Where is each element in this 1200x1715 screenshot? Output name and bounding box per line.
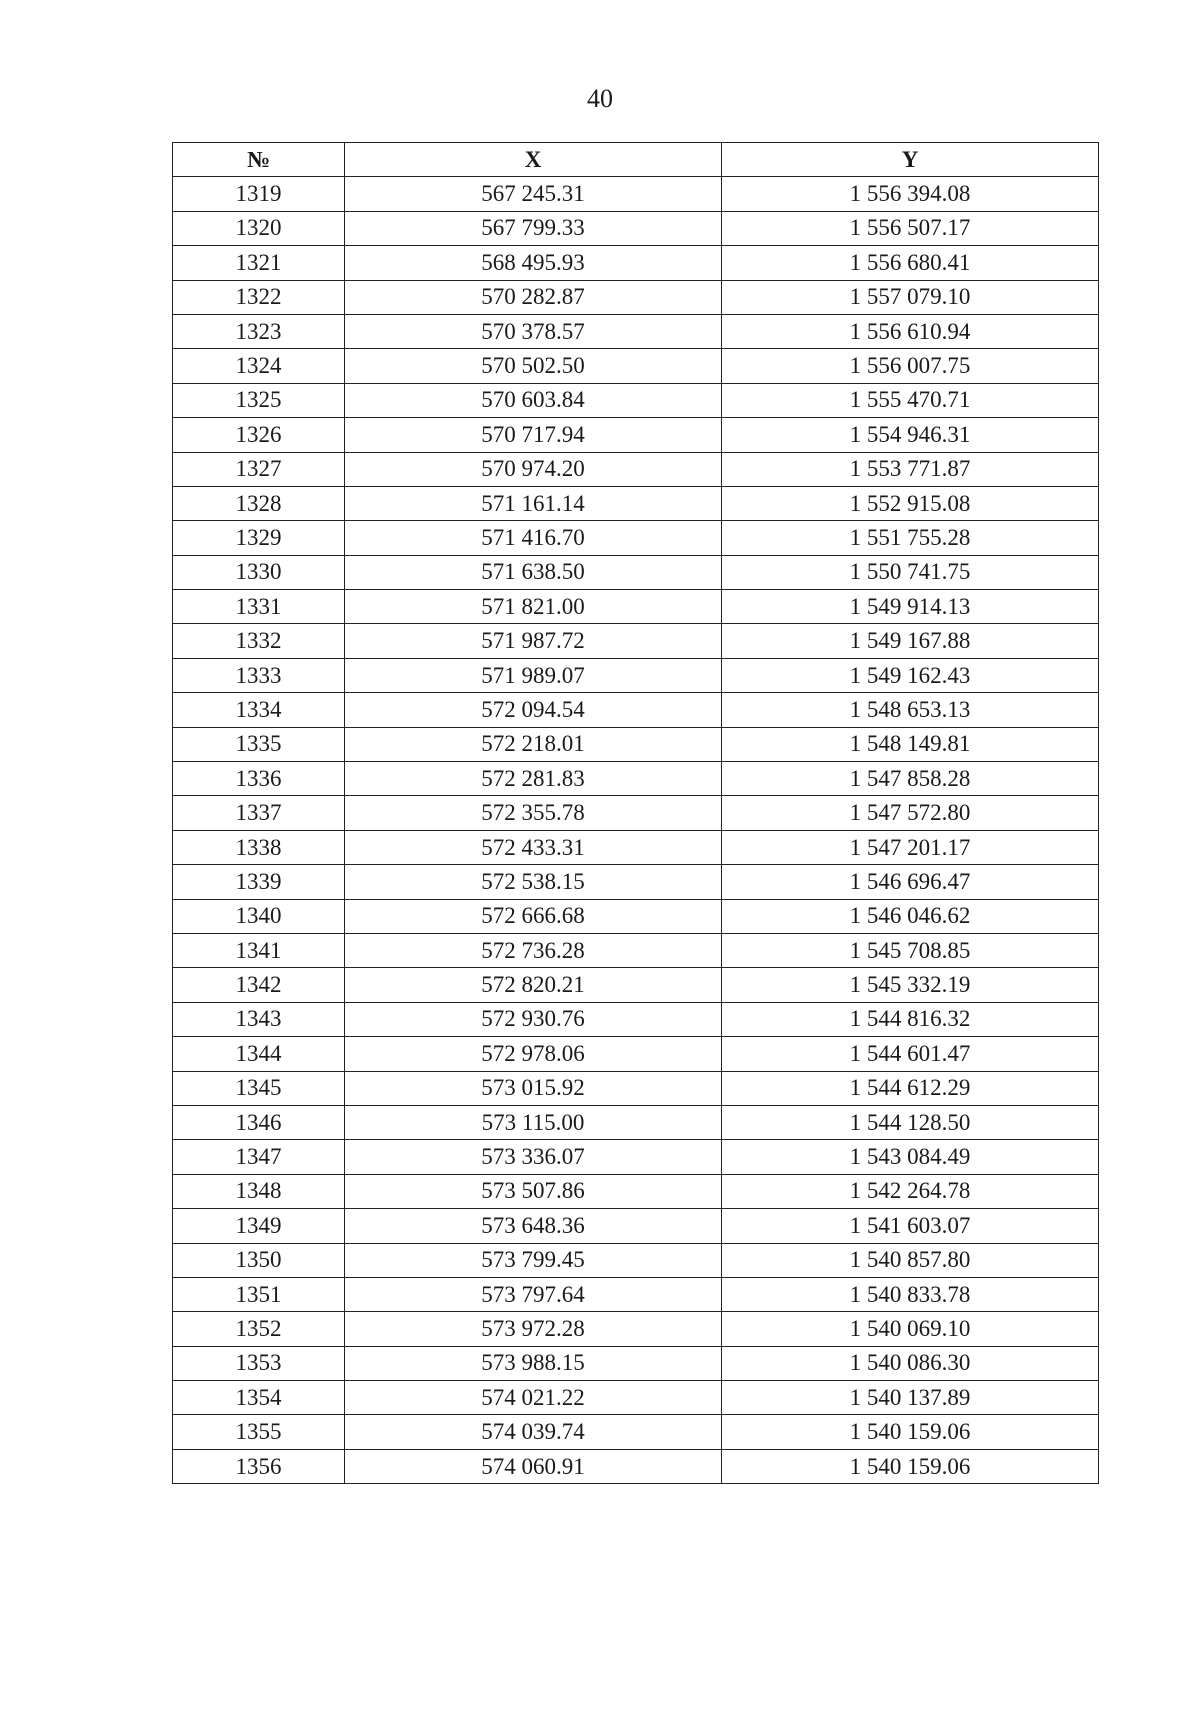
x-coordinate-cell: 573 507.86 <box>345 1174 722 1208</box>
y-coordinate-cell: 1 556 680.41 <box>722 246 1099 280</box>
point-number-cell: 1333 <box>173 658 345 692</box>
x-coordinate-cell: 572 433.31 <box>345 830 722 864</box>
table-row <box>173 590 1099 624</box>
header-row <box>173 143 1099 177</box>
point-number-cell: 1346 <box>173 1105 345 1139</box>
point-number-cell: 1352 <box>173 1312 345 1346</box>
x-coordinate-cell: 572 820.21 <box>345 968 722 1002</box>
table-row <box>173 486 1099 520</box>
y-coordinate-cell: 1 547 572.80 <box>722 796 1099 830</box>
x-coordinate-cell: 567 799.33 <box>345 211 722 245</box>
table-row <box>173 1381 1099 1415</box>
point-number-cell: 1332 <box>173 624 345 658</box>
table-row <box>173 177 1099 211</box>
y-coordinate-cell: 1 556 507.17 <box>722 211 1099 245</box>
table-row <box>173 762 1099 796</box>
table-row <box>173 968 1099 1002</box>
x-coordinate-cell: 574 060.91 <box>345 1449 722 1483</box>
x-coordinate-cell: 573 648.36 <box>345 1209 722 1243</box>
point-number-cell: 1321 <box>173 246 345 280</box>
page-number: 40 <box>587 84 613 113</box>
table-row <box>173 452 1099 486</box>
y-coordinate-cell: 1 540 857.80 <box>722 1243 1099 1277</box>
x-coordinate-cell: 572 355.78 <box>345 796 722 830</box>
x-coordinate-cell: 574 021.22 <box>345 1381 722 1415</box>
y-coordinate-cell: 1 557 079.10 <box>722 280 1099 314</box>
y-coordinate-cell: 1 553 771.87 <box>722 452 1099 486</box>
point-number-cell: 1324 <box>173 349 345 383</box>
x-coordinate-cell: 570 502.50 <box>345 349 722 383</box>
table-row <box>173 796 1099 830</box>
point-number-cell: 1356 <box>173 1449 345 1483</box>
y-coordinate-cell: 1 544 816.32 <box>722 1002 1099 1036</box>
table-row <box>173 693 1099 727</box>
table-row <box>173 1312 1099 1346</box>
point-number-cell: 1325 <box>173 383 345 417</box>
table-row <box>173 1209 1099 1243</box>
point-number-cell: 1342 <box>173 968 345 1002</box>
table-row <box>173 418 1099 452</box>
point-number-cell: 1323 <box>173 314 345 348</box>
point-number-cell: 1331 <box>173 590 345 624</box>
point-number-cell: 1326 <box>173 418 345 452</box>
point-number-cell: 1350 <box>173 1243 345 1277</box>
y-coordinate-cell: 1 548 653.13 <box>722 693 1099 727</box>
table-row <box>173 1140 1099 1174</box>
y-coordinate-cell: 1 556 394.08 <box>722 177 1099 211</box>
y-coordinate-cell: 1 547 858.28 <box>722 762 1099 796</box>
table-row <box>173 1346 1099 1380</box>
y-coordinate-cell: 1 545 708.85 <box>722 933 1099 967</box>
point-number-cell: 1348 <box>173 1174 345 1208</box>
point-number-cell: 1344 <box>173 1037 345 1071</box>
x-coordinate-cell: 572 094.54 <box>345 693 722 727</box>
header-x: X <box>345 143 722 177</box>
y-coordinate-cell: 1 540 069.10 <box>722 1312 1099 1346</box>
point-number-cell: 1340 <box>173 899 345 933</box>
table-row <box>173 555 1099 589</box>
table-row <box>173 1415 1099 1449</box>
table-row <box>173 1105 1099 1139</box>
x-coordinate-cell: 570 603.84 <box>345 383 722 417</box>
point-number-cell: 1345 <box>173 1071 345 1105</box>
y-coordinate-cell: 1 554 946.31 <box>722 418 1099 452</box>
point-number-cell: 1336 <box>173 762 345 796</box>
y-coordinate-cell: 1 547 201.17 <box>722 830 1099 864</box>
point-number-cell: 1320 <box>173 211 345 245</box>
x-coordinate-cell: 572 538.15 <box>345 865 722 899</box>
table-row <box>173 246 1099 280</box>
point-number-cell: 1351 <box>173 1277 345 1311</box>
x-coordinate-cell: 572 930.76 <box>345 1002 722 1036</box>
x-coordinate-cell: 571 161.14 <box>345 486 722 520</box>
y-coordinate-cell: 1 540 086.30 <box>722 1346 1099 1380</box>
x-coordinate-cell: 567 245.31 <box>345 177 722 211</box>
x-coordinate-cell: 573 115.00 <box>345 1105 722 1139</box>
point-number-cell: 1334 <box>173 693 345 727</box>
x-coordinate-cell: 572 736.28 <box>345 933 722 967</box>
y-coordinate-cell: 1 551 755.28 <box>722 521 1099 555</box>
x-coordinate-cell: 571 821.00 <box>345 590 722 624</box>
table-row <box>173 1002 1099 1036</box>
x-coordinate-cell: 573 797.64 <box>345 1277 722 1311</box>
y-coordinate-cell: 1 540 833.78 <box>722 1277 1099 1311</box>
table-row <box>173 280 1099 314</box>
x-coordinate-cell: 573 972.28 <box>345 1312 722 1346</box>
table-row <box>173 211 1099 245</box>
x-coordinate-cell: 571 638.50 <box>345 555 722 589</box>
y-coordinate-cell: 1 540 159.06 <box>722 1415 1099 1449</box>
y-coordinate-cell: 1 556 610.94 <box>722 314 1099 348</box>
x-coordinate-cell: 571 416.70 <box>345 521 722 555</box>
y-coordinate-cell: 1 546 696.47 <box>722 865 1099 899</box>
table-body <box>173 177 1099 1484</box>
y-coordinate-cell: 1 540 159.06 <box>722 1449 1099 1483</box>
x-coordinate-cell: 572 281.83 <box>345 762 722 796</box>
point-number-cell: 1319 <box>173 177 345 211</box>
y-coordinate-cell: 1 552 915.08 <box>722 486 1099 520</box>
x-coordinate-cell: 570 378.57 <box>345 314 722 348</box>
y-coordinate-cell: 1 545 332.19 <box>722 968 1099 1002</box>
y-coordinate-cell: 1 543 084.49 <box>722 1140 1099 1174</box>
point-number-cell: 1355 <box>173 1415 345 1449</box>
table-row <box>173 314 1099 348</box>
point-number-cell: 1347 <box>173 1140 345 1174</box>
y-coordinate-cell: 1 556 007.75 <box>722 349 1099 383</box>
table-row <box>173 624 1099 658</box>
point-number-cell: 1322 <box>173 280 345 314</box>
point-number-cell: 1339 <box>173 865 345 899</box>
x-coordinate-cell: 570 282.87 <box>345 280 722 314</box>
x-coordinate-cell: 572 666.68 <box>345 899 722 933</box>
table-row <box>173 349 1099 383</box>
x-coordinate-cell: 568 495.93 <box>345 246 722 280</box>
x-coordinate-cell: 572 978.06 <box>345 1037 722 1071</box>
y-coordinate-cell: 1 540 137.89 <box>722 1381 1099 1415</box>
table-row <box>173 1037 1099 1071</box>
y-coordinate-cell: 1 541 603.07 <box>722 1209 1099 1243</box>
point-number-cell: 1343 <box>173 1002 345 1036</box>
y-coordinate-cell: 1 548 149.81 <box>722 727 1099 761</box>
table-row <box>173 1243 1099 1277</box>
table-row <box>173 658 1099 692</box>
point-number-cell: 1335 <box>173 727 345 761</box>
table-row <box>173 933 1099 967</box>
table-row <box>173 1174 1099 1208</box>
table-row <box>173 1071 1099 1105</box>
point-number-cell: 1354 <box>173 1381 345 1415</box>
point-number-cell: 1349 <box>173 1209 345 1243</box>
coordinates-table <box>172 142 1099 1484</box>
x-coordinate-cell: 573 015.92 <box>345 1071 722 1105</box>
y-coordinate-cell: 1 555 470.71 <box>722 383 1099 417</box>
point-number-cell: 1330 <box>173 555 345 589</box>
point-number-cell: 1327 <box>173 452 345 486</box>
x-coordinate-cell: 570 974.20 <box>345 452 722 486</box>
table-row <box>173 521 1099 555</box>
point-number-cell: 1329 <box>173 521 345 555</box>
x-coordinate-cell: 573 988.15 <box>345 1346 722 1380</box>
y-coordinate-cell: 1 544 128.50 <box>722 1105 1099 1139</box>
point-number-cell: 1337 <box>173 796 345 830</box>
table-row <box>173 899 1099 933</box>
table-row <box>173 1449 1099 1483</box>
point-number-cell: 1353 <box>173 1346 345 1380</box>
header-number: № <box>173 143 345 177</box>
x-coordinate-cell: 572 218.01 <box>345 727 722 761</box>
table-row <box>173 865 1099 899</box>
y-coordinate-cell: 1 549 914.13 <box>722 590 1099 624</box>
x-coordinate-cell: 571 989.07 <box>345 658 722 692</box>
y-coordinate-cell: 1 544 601.47 <box>722 1037 1099 1071</box>
header-y: Y <box>722 143 1099 177</box>
table-row <box>173 727 1099 761</box>
point-number-cell: 1341 <box>173 933 345 967</box>
y-coordinate-cell: 1 544 612.29 <box>722 1071 1099 1105</box>
x-coordinate-cell: 574 039.74 <box>345 1415 722 1449</box>
y-coordinate-cell: 1 546 046.62 <box>722 899 1099 933</box>
y-coordinate-cell: 1 549 162.43 <box>722 658 1099 692</box>
y-coordinate-cell: 1 542 264.78 <box>722 1174 1099 1208</box>
x-coordinate-cell: 573 799.45 <box>345 1243 722 1277</box>
table-row <box>173 830 1099 864</box>
table-row <box>173 383 1099 417</box>
x-coordinate-cell: 573 336.07 <box>345 1140 722 1174</box>
y-coordinate-cell: 1 550 741.75 <box>722 555 1099 589</box>
y-coordinate-cell: 1 549 167.88 <box>722 624 1099 658</box>
table-header <box>173 143 1099 177</box>
x-coordinate-cell: 570 717.94 <box>345 418 722 452</box>
point-number-cell: 1328 <box>173 486 345 520</box>
x-coordinate-cell: 571 987.72 <box>345 624 722 658</box>
table-row <box>173 1277 1099 1311</box>
point-number-cell: 1338 <box>173 830 345 864</box>
